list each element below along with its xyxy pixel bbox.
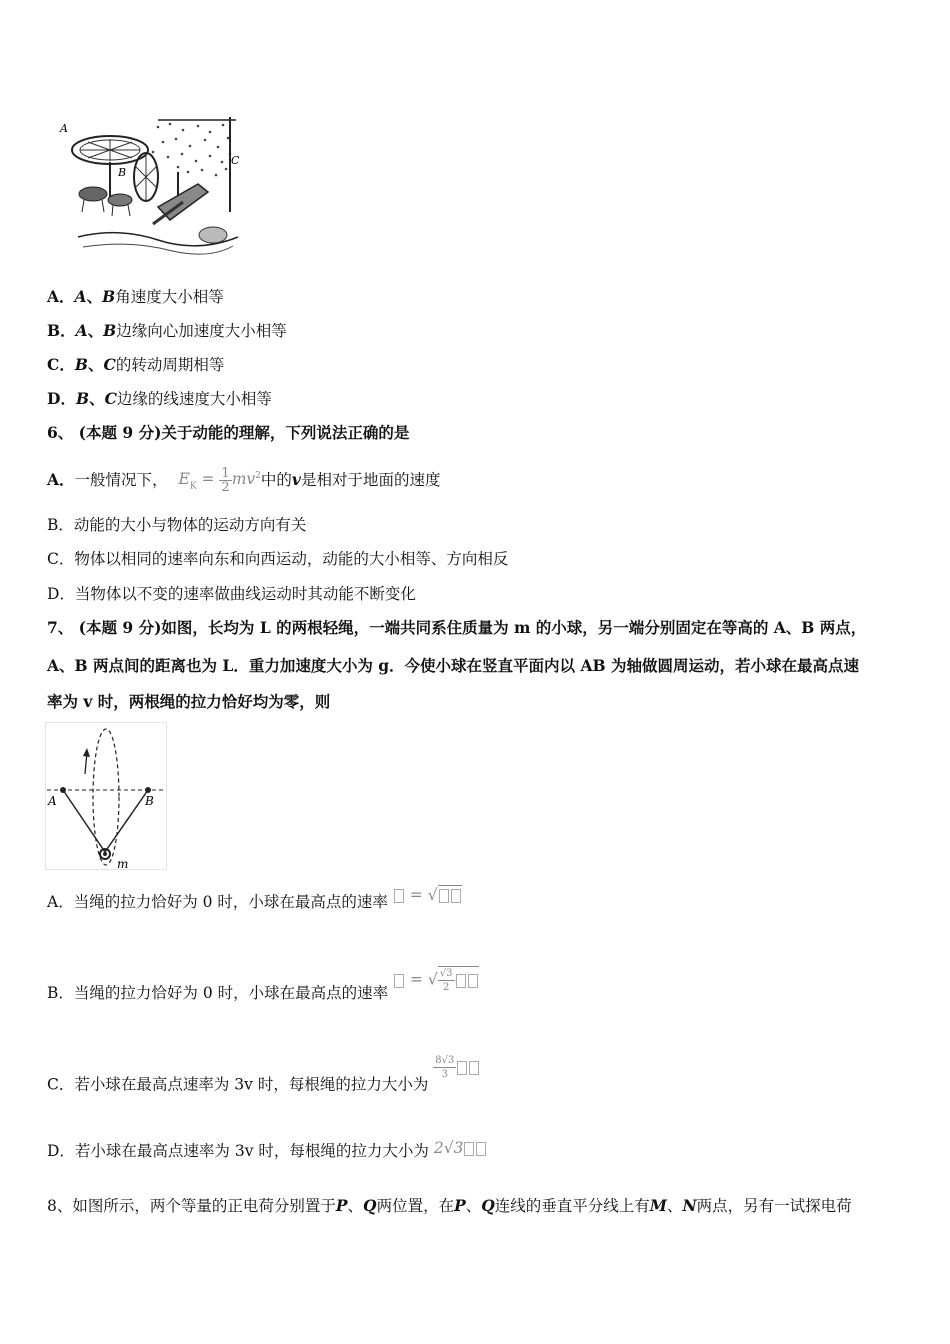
q7-stem-line1: 7、 (本题 9 分)如图，长均为 L 的两根轻绳，一端共同系住质量为 m 的小球，另一端分别固定在等高的 A、B 两点， (47, 618, 867, 637)
q7-option-a: A．当绳的拉力恰好为 0 时，小球在最高点的速率 = √ (47, 892, 462, 913)
point-b-label: B (145, 794, 154, 808)
q7-option-d: D．若小球在最高点速率为 3v 时，每根绳的拉力大小为 2√3 (47, 1141, 487, 1162)
q7-stem-line3: 率为 v 时，两根绳的拉力恰好均为零，则 (47, 692, 331, 711)
kinetic-energy-formula: $E_K$ = $\frac{1}{2}$ $mv^2$ (178, 465, 261, 495)
q7-stem-line2: A、B 两点间的距离也为 L．重力加速度大小为 g．今使小球在竖直平面内以 AB 为轴做圆周运动，若小球在最高点速 (47, 656, 859, 675)
wheel-a-label: A (60, 122, 68, 135)
q5-option-a: A．A、B角速度大小相等 (47, 287, 224, 306)
q5-option-c: C．B、C的转动周期相等 (47, 355, 225, 374)
q7-a-formula: = √ (393, 885, 462, 905)
q6-option-d: D．当物体以不变的速率做曲线运动时其动能不断变化 (47, 585, 416, 603)
wheel-c-label: C (231, 154, 240, 167)
q7-option-c: C．若小球在最高点速率为 3v 时，每根绳的拉力大小为 $\frac{8√3}{3}$ (47, 1072, 480, 1099)
mass-label: m (117, 857, 129, 870)
q6-stem: 6、 (本题 9 分)关于动能的理解，下列说法正确的是 (47, 423, 410, 442)
q6-option-c: C．物体以相同的速率向东和向西运动，动能的大小相等、方向相反 (47, 550, 509, 568)
q7-b-formula: = √ $\frac{√3}{2}$ (393, 966, 478, 994)
pendulum-figure (45, 722, 167, 870)
q8-stem: 8、如图所示，两个等量的正电荷分别置于P、Q两位置，在P、Q连线的垂直平分线上有M、N两点，另有一试探电荷 (47, 1196, 852, 1215)
q7-d-formula: 2√3 (434, 1138, 488, 1158)
point-a-label: A (48, 794, 57, 808)
wheel-b-label: B (118, 166, 127, 179)
q5-option-d: D．B、C边缘的线速度大小相等 (47, 389, 272, 408)
q7-option-b: B．当绳的拉力恰好为 0 时，小球在最高点的速率 = √ $\frac{√3}{2}$ (47, 980, 479, 1008)
q6-option-b: B．动能的大小与物体的运动方向有关 (47, 516, 307, 534)
water-wheel-figure (58, 112, 243, 262)
q6-option-a: A．一般情况下， $E_K$ = $\frac{1}{2}$ $mv^2$中的v是相对于地面的速度 (47, 465, 441, 495)
q5-option-b: B．A、B边缘向心加速度大小相等 (47, 321, 287, 340)
q7-c-formula: $\frac{8√3}{3}$ (433, 1054, 480, 1081)
